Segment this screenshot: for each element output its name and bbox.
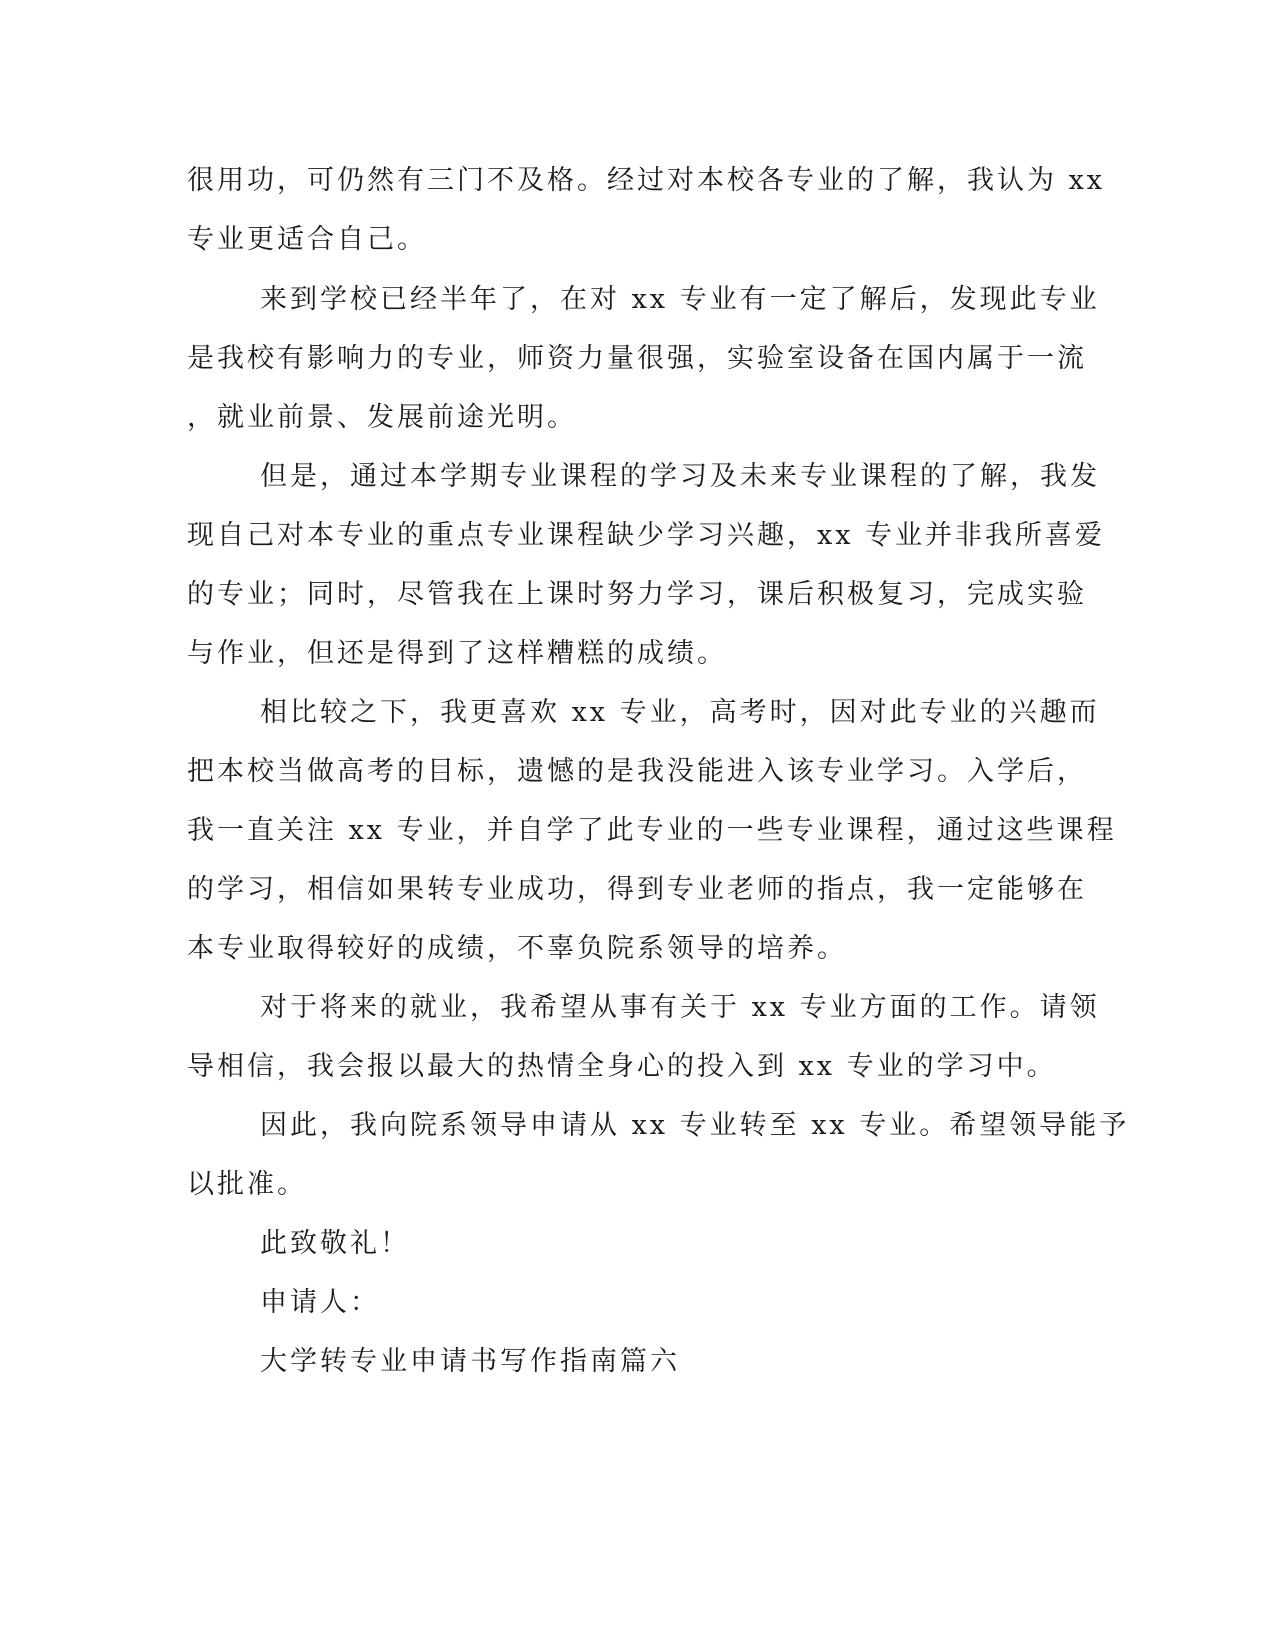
text-line: 现自己对本专业的重点专业课程缺少学习兴趣，xx 专业并非我所喜爱	[187, 520, 1106, 551]
text-line: 来到学校已经半年了，在对 xx 专业有一定了解后，发现此专业	[260, 284, 1100, 315]
text-line: 相比较之下，我更喜欢 xx 专业，高考时，因对此专业的兴趣而	[260, 697, 1100, 728]
text-line: 的专业；同时，尽管我在上课时努力学习，课后积极复习，完成实验	[187, 579, 1087, 610]
text-line: 的学习，相信如果转专业成功，得到专业老师的指点，我一定能够在	[187, 874, 1087, 905]
text-line: 因此，我向院系领导申请从 xx 专业转至 xx 专业。希望领导能予	[260, 1110, 1130, 1141]
text-line: 我一直关注 xx 专业，并自学了此专业的一些专业课程，通过这些课程	[187, 815, 1117, 846]
text-line: 导相信，我会报以最大的热情全身心的投入到 xx 专业的学习中。	[187, 1051, 1057, 1082]
text-line: ，就业前景、发展前途光明。	[187, 402, 577, 433]
text-line: 对于将来的就业，我希望从事有关于 xx 专业方面的工作。请领	[260, 992, 1100, 1023]
text-line: 把本校当做高考的目标，遗憾的是我没能进入该专业学习。入学后，	[187, 756, 1087, 787]
text-line: 与作业，但还是得到了这样糟糕的成绩。	[187, 638, 727, 669]
text-line: 很用功，可仍然有三门不及格。经过对本校各专业的了解，我认为 xx	[187, 165, 1106, 196]
applicant-label: 申请人：	[260, 1287, 380, 1318]
text-line: 是我校有影响力的专业，师资力量很强，实验室设备在国内属于一流	[187, 343, 1087, 374]
section-heading: 大学转专业申请书写作指南篇六	[260, 1346, 680, 1377]
closing-salutation: 此致敬礼！	[260, 1228, 410, 1259]
text-line: 以批准。	[187, 1169, 307, 1200]
text-line: 专业更适合自己。	[187, 224, 427, 255]
text-line: 但是，通过本学期专业课程的学习及未来专业课程的了解，我发	[260, 461, 1100, 492]
text-line: 本专业取得较好的成绩，不辜负院系领导的培养。	[187, 933, 847, 964]
